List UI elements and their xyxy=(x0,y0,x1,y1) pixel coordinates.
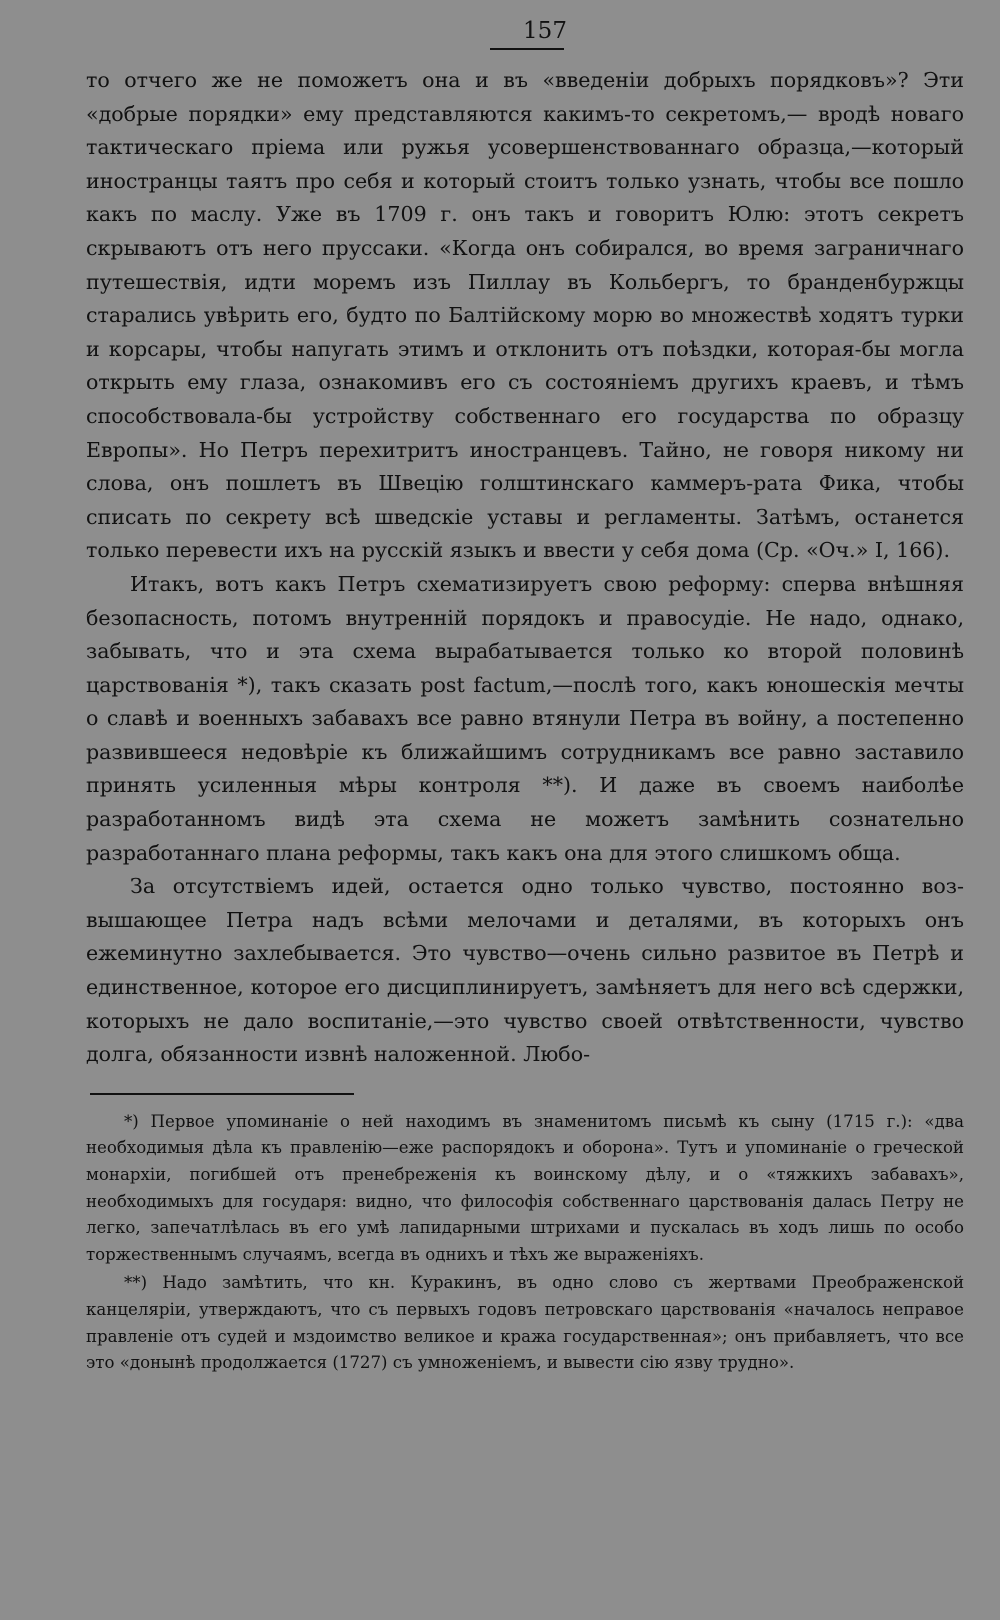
footnotes xyxy=(86,1109,964,1377)
footnote-1: *) Первое упоминаніе о ней находимъ въ знаменитомъ письмѣ къ сыну (1715 г.): «два необходимыя дѣла къ правленію—еже распорядокъ и оборона». Тутъ и упоминаніе о греческой монархіи, погибшей отъ пренебреженія къ воинскому дѣлу, и о «тяжкихъ забавахъ», необходимыхъ для государя: видно, что философія собственнаго царствованія далась Петру не легко, запечатлѣлась въ его умѣ лапидарными штрихами и пускалась въ ходъ лишь по особо торжественнымъ случаямъ, всегда въ однихъ и тѣхъ же выраженіяхъ. xyxy=(86,1111,964,1264)
footnote-separator xyxy=(90,1093,354,1095)
body-text xyxy=(86,64,964,1072)
page-number: 157 xyxy=(523,18,567,44)
body-paragraph-3: За отсутствіемъ идей, остается одно только чувство, постоянно возвышающее Петра надъ всѣми мелочами и деталями, въ которыхъ онъ ежеминутно захлебывается. Это чувство—очень сильно развитое въ Петрѣ и единственное, которое его дисциплинируетъ, замѣняетъ для него всѣ сдержки, которыхъ не дало воспитаніе,—это чувство своей отвѣтственности, чувство долга, обязанности извнѣ наложенной. Любо- xyxy=(86,874,964,1067)
body-paragraph-1: то отчего же не поможетъ она и въ «введеніи добрыхъ порядковъ»? Эти «добрые порядки» ему представляются какимъ-то секретомъ,— вродѣ новаго тактическаго пріема или ружья усовершенствованнаго образца,—который иностранцы таятъ про себя и который стоитъ только узнать, чтобы все пошло какъ по маслу. Уже въ 1709 г. онъ такъ и говоритъ Юлю: этотъ секретъ скрываютъ отъ него пруссаки. «Когда онъ собирался, во время заграничнаго путешествія, идти моремъ изъ Пиллау въ Кольбергъ, то бранденбуржцы старались увѣрить его, будто по Балтійскому морю во множествѣ ходятъ турки и корсары, чтобы напугать этимъ и отклонить отъ поѣздки, которая-бы могла открыть ему глаза, ознакомивъ его съ состояніемъ другихъ краевъ, и тѣмъ способствовала-бы устройству собственнаго его государства по образцу Европы». Но Петръ перехитритъ иностранцевъ. Тайно, не говоря никому ни слова, онъ пошлетъ въ Швецію голштинскаго каммеръ-рата Фика, чтобы списать по секрету всѣ шведскіе уставы и регламенты. Затѣмъ, останется только перевести ихъ на русскій языкъ и ввести у себя дома (Ср. «Оч.» I, 166). xyxy=(86,68,964,563)
body-paragraph-2: Итакъ, вотъ какъ Петръ схематизируетъ свою реформу: сперва внѣшняя безопасность, потомъ внутренній порядокъ и правосудіе. Не надо, однако, забывать, что и эта схема вырабатывается только ко второй половинѣ царствованія *), такъ сказать post factum,—послѣ того, какъ юношескія мечты о славѣ и военныхъ забавахъ все равно втянули Петра въ войну, а постепенно развившееся недовѣріе къ ближайшимъ сотрудникамъ все равно заставило принять усиленныя мѣры контроля **). И даже въ своемъ наиболѣе разработанномъ видѣ эта схема не можетъ замѣнить сознательно разработаннаго плана реформы, такъ какъ она для этого слишкомъ обща. xyxy=(86,571,964,865)
footnote-2: **) Надо замѣтить, что кн. Куракинъ, въ одно слово съ жертвами Преображенской канцеляріи, утверждаютъ, что съ первыхъ годовъ петровскаго царствованія «началось неправое правленіе отъ судей и мздоимство великое и кража государственная»; онъ прибавляетъ, что все это «донынѣ продолжается (1727) съ умноженіемъ, и вывести сію язву трудно». xyxy=(86,1273,964,1373)
book-page xyxy=(86,16,964,1377)
page-number-rule xyxy=(490,48,564,50)
